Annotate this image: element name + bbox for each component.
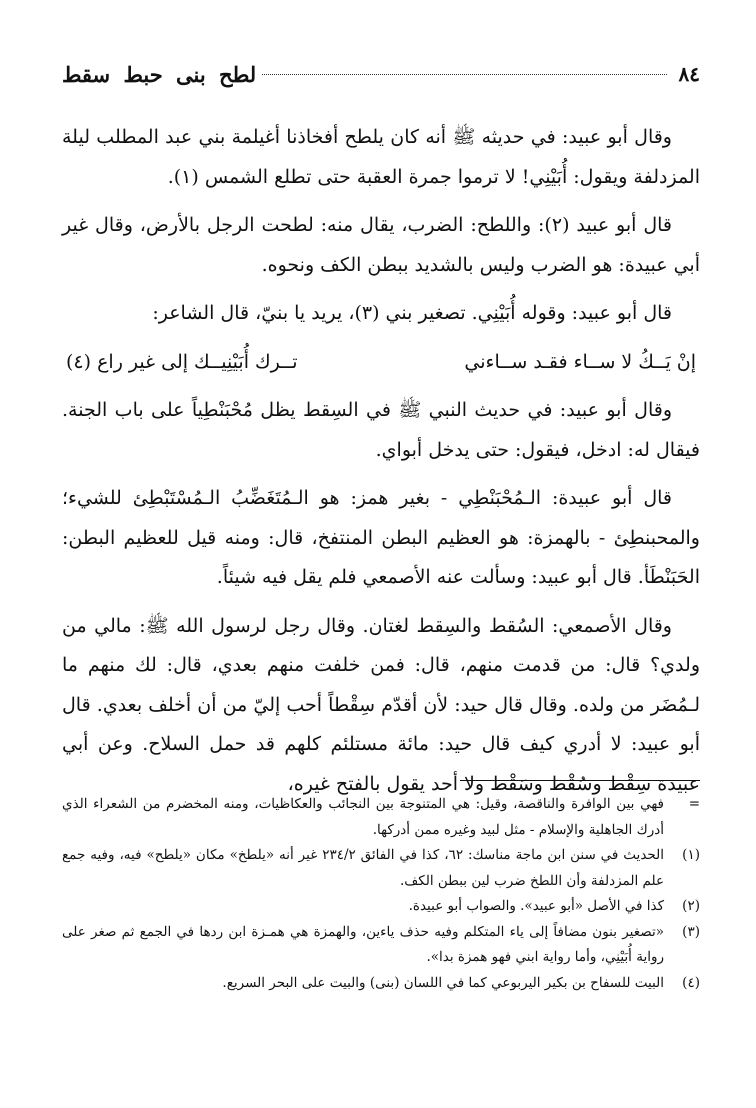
paragraph: وقال أبو عبيد: في حديثه ﷺ أنه كان يلطح أفخاذنا أغيلمة بني عبد المطلب ليلة المزدلفة ويقول: أُبَيْنِي! لا ترموا جمرة العقبة حتى تطلع الشمس (١). xyxy=(62,126,700,188)
footnote-text: كذا في الأصل «أبو عبيد». والصواب أبو عبيدة. xyxy=(408,898,664,914)
poem-verse xyxy=(62,343,700,383)
main-text xyxy=(62,118,700,813)
footnote-text: «تصغير بنون مضافاً إلى ياء المتكلم وفيه حذف ياءين، والهمزة هي همـزة ابن ردها في الجمع ثم صغر على رواية أُبَيْنِي، وأما رواية ابني فهو همزة بدا». xyxy=(62,923,664,965)
paragraph: وقال الأصمعي: السُقط والسِقط لغتان. وقال رجل لرسول الله ﷺ: مالي من ولدي؟ قال: من قدمت منهم، قال: فمن خلفت منهم بعدي، قال: لك منهم ما لـمُضَر من ولده. وقال قال حيد: لأن أقدّم سِقْطاً أحب إليّ من أن أخلف بعدي. قال أبو عبيد: لا أدري كيف قال حيد: مائة مستلئم كلهم قد حمل السلاح. وعن أبي عبيدة سِقْط وسُقْط وسَقْط ولا أحد يقول بالفتح غيره، xyxy=(62,614,701,795)
page-number: ٨٤ xyxy=(678,62,700,86)
footnote xyxy=(62,894,700,920)
paragraph: قال أبو عبيد: وقوله أُبَيْنِي. تصغير بني (٣)، يريد يا بنيّ، قال الشاعر: xyxy=(152,302,672,324)
footnote xyxy=(62,843,700,894)
footnote-mark: (٤) xyxy=(682,974,700,991)
footnote-text: الحديث في سنن ابن ماجة مناسك: ٦٢، كذا في الفائق ٢٣٤/٢ غير أنه «يلطخ» مكان «يلطح» فيه، وفيه جمع علم المزدلفة وأن اللطخ ضرب لين ببطن الكف. xyxy=(62,847,664,889)
footnote-mark: (٢) xyxy=(682,898,700,914)
footnote-text: فهي بين الوافرة والناقصة، وقيل: هي المتنوجة بين النجائب والعكاظيات، ومنه المخضرم من الشعراء الذي أدرك الجاهلية والإسلام - مثل لبيد وغيره ممن أدركها. xyxy=(62,796,664,838)
footnote-mark: (٣) xyxy=(682,923,700,940)
footnote-text: البيت للسفاح بن بكير اليربوعي كما في اللسان (بنى) والبيت على البحر السريع. xyxy=(222,974,664,991)
footnote-mark: (١) xyxy=(682,847,700,863)
running-title: لطح بنى حبط سقط xyxy=(62,61,257,87)
paragraph: وقال أبو عبيد: في حديث النبي ﷺ في السِقط يظل مُحْبَنْطِياً على باب الجنة. فيقال له: ادخل، فيقول: حتى يدخل أبواي. xyxy=(62,399,700,461)
verse-first-hemistich: إنْ يَــكُ لا ســاء فقـد ســاءني xyxy=(464,350,696,373)
paragraph: قال أبو عبيد (٢): واللطح: الضرب، يقال منه: لطحت الرجل بالأرض، وقال غير أبي عبيدة: هو الضرب وليس بالشديد ببطن الكف ونحوه. xyxy=(62,214,700,276)
page-header xyxy=(62,56,700,92)
footnote xyxy=(62,971,700,997)
footnotes xyxy=(62,792,700,996)
paragraph: قال أبو عبيدة: الـمُحْبَنْطِي - بغير همز: هو الـمُتَغَضِّبُ الـمُسْتَبْطِئ للشيء؛ والمحبنطِئ - بالهمزة: هو العظيم البطن المنتفخ، قال: ومنه قيل للعظيم البطن: الحَبَنْطَأ. قال أبو عبيد: وسألت عنه الأصمعي فلم يقل فيه شيئاً. xyxy=(62,487,700,588)
verse-second-hemistich: تــرك أُبَيْنِيــك إلى غير راع (٤) xyxy=(66,350,298,373)
footnote xyxy=(62,792,700,843)
footnote xyxy=(62,920,700,971)
footnote-mark: = xyxy=(688,796,700,812)
header-rule xyxy=(262,73,666,75)
footnote-separator xyxy=(460,780,700,781)
